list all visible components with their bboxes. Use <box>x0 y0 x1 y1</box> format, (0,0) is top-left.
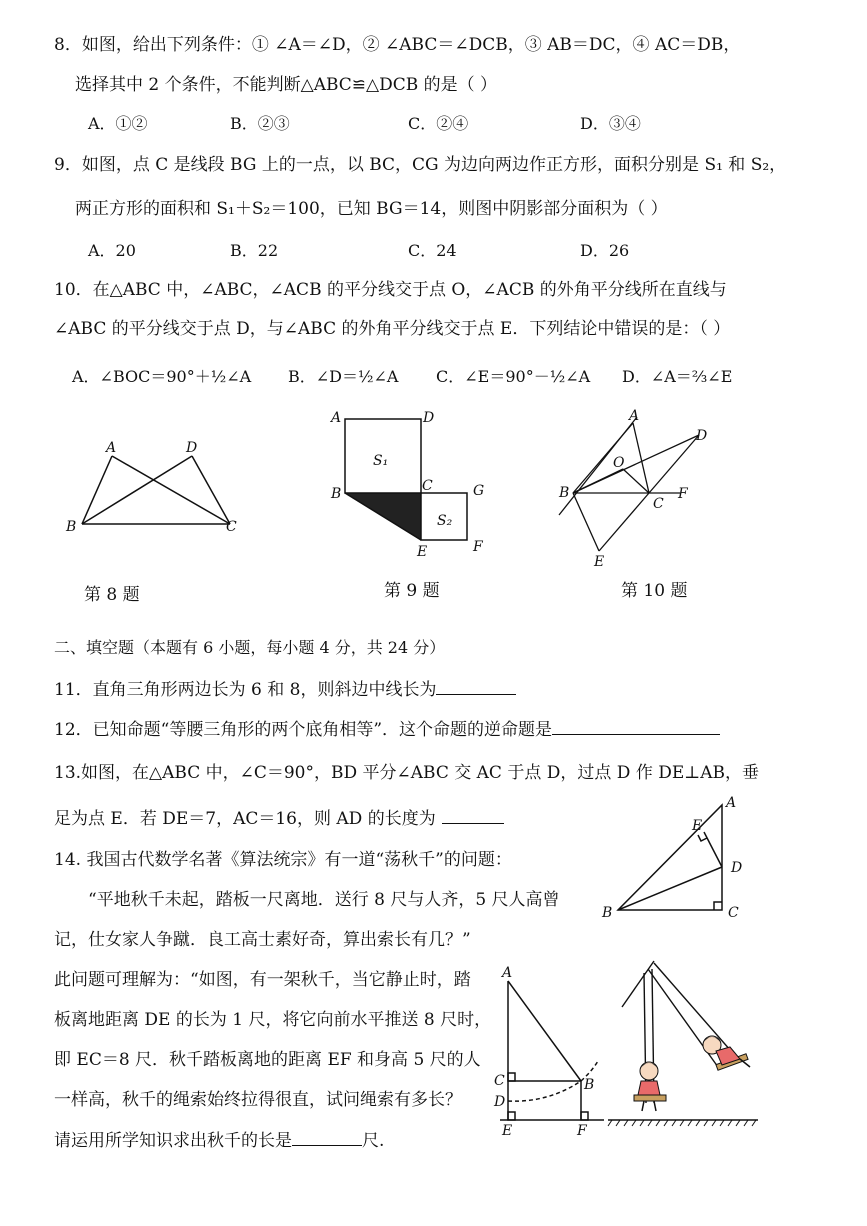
q8-line1: 8．如图，给出下列条件：① ∠A＝∠D，② ∠ABC＝∠DCB，③ AB＝DC，④ AC＝DB， <box>54 35 741 55</box>
q8-option-b: B．②③ <box>230 114 290 133</box>
fig13-label-d: D <box>731 860 743 876</box>
fig9-label-e: E <box>417 544 428 560</box>
q13-line2: 足为点 E．若 DE＝7，AC＝16，则 AD 的长度为 <box>54 809 436 829</box>
fig13-label-c: C <box>728 905 739 921</box>
q14-line5: 板离地距离 DE 的长为 1 尺，将它向前水平推送 8 尺时， <box>54 1010 492 1030</box>
fig9-label-b: B <box>331 486 342 502</box>
swing-illustration <box>608 955 766 1130</box>
fig14-label-b: B <box>584 1077 595 1093</box>
fig9-label-c: C <box>422 478 433 494</box>
fig9-label-f: F <box>473 539 483 555</box>
fig8-label-a: A <box>106 440 117 456</box>
q14-line7: 一样高，秋千的绳索始终拉得很直，试问绳索有多长？ <box>54 1090 462 1110</box>
q10-line1: 10．在△ABC 中，∠ABC，∠ACB 的平分线交于点 O，∠ACB 的外角平分线所在直线与 <box>54 280 727 300</box>
q9-line1: 9．如图，点 C 是线段 BG 上的一点，以 BC，CG 为边向两边作正方形，面积分别是 S₁ 和 S₂， <box>54 155 787 175</box>
q14-line2: “平地秋千未起，踏板一尺离地．送行 8 尺与人齐，5 尺人高曾 <box>88 890 560 910</box>
fig9-caption: 第 9 题 <box>384 581 440 601</box>
q9-option-b: B．22 <box>230 241 279 260</box>
q14-line8a: 请运用所学知识求出秋千的长是 <box>54 1131 292 1151</box>
q8-option-c: C．②④ <box>408 114 469 133</box>
q8-line2: 选择其中 2 个条件，不能判断△ABC≌△DCB 的是（ ） <box>75 75 498 95</box>
fig9-label-a: A <box>331 410 342 426</box>
girl-figure-still <box>634 1062 666 1111</box>
figure-8 <box>60 440 260 550</box>
q9-option-c: C．24 <box>408 241 457 260</box>
q14-answer-blank[interactable] <box>292 1129 362 1146</box>
fig14-label-d: D <box>494 1094 506 1110</box>
q13-line1: 13.如图，在△ABC 中，∠C＝90°，BD 平分∠ABC 交 AC 于点 D，过点 D 作 DE⊥AB，垂 <box>54 763 760 783</box>
fig10-label-f: F <box>678 486 688 502</box>
fig9-label-s2: S₂ <box>437 513 453 529</box>
q11-row <box>54 678 516 701</box>
q14-line4: 此问题可理解为：“如图，有一架秋千，当它静止时，踏 <box>54 970 471 990</box>
fig14-label-f: F <box>577 1123 587 1139</box>
q10-line2: ∠ABC 的平分线交于点 D，与∠ABC 的外角平分线交于点 E．下列结论中错误的是：（ ） <box>54 319 731 339</box>
q11-answer-blank[interactable] <box>436 678 516 695</box>
fig13-label-a: A <box>726 795 737 811</box>
q14-line1: 14. 我国古代数学名著《算法统宗》有一道“荡秋千”的问题： <box>54 850 512 870</box>
q14-line6: 即 EC＝8 尺．秋千踏板离地的距离 EF 和身高 5 尺的人 <box>54 1050 481 1070</box>
q9-option-d: D．26 <box>580 241 630 260</box>
q12-answer-blank[interactable] <box>552 718 720 735</box>
fig14-label-e: E <box>502 1123 513 1139</box>
fig13-label-e: E <box>692 818 703 834</box>
figure-10 <box>545 405 735 575</box>
fig14-label-a: A <box>502 965 513 981</box>
q13-row2 <box>54 807 504 830</box>
q13-answer-blank[interactable] <box>442 807 504 824</box>
fig10-label-c: C <box>653 496 664 512</box>
section2-title: 二、填空题（本题有 6 小题，每小题 4 分，共 24 分） <box>54 638 446 657</box>
fig10-label-e: E <box>594 554 605 570</box>
q14-row8 <box>54 1129 384 1152</box>
fig8-label-b: B <box>66 519 77 535</box>
q10-option-c: C．∠E＝90°－½∠A <box>436 367 591 386</box>
q9-option-a: A．20 <box>88 241 136 260</box>
figure-9 <box>325 405 505 565</box>
q12-row <box>54 718 720 741</box>
q8-option-a: A．①② <box>88 114 148 133</box>
figure-13 <box>600 795 760 925</box>
fig8-label-d: D <box>186 440 198 456</box>
fig10-label-o: O <box>613 455 625 471</box>
q8-option-d: D．③④ <box>580 114 641 133</box>
q14-line3: 记，仕女家人争蹴．良工高士素好奇，算出索长有几？” <box>54 930 471 950</box>
fig10-label-d: D <box>696 428 708 444</box>
q10-option-d: D．∠A＝⅔∠E <box>622 367 733 386</box>
q10-option-b: B．∠D＝½∠A <box>288 367 399 386</box>
q12-text: 12．已知命题“等腰三角形的两个底角相等”．这个命题的逆命题是 <box>54 720 553 740</box>
fig10-label-b: B <box>559 485 570 501</box>
q11-text: 11．直角三角形两边长为 6 和 8，则斜边中线长为 <box>54 680 437 700</box>
fig14-label-c: C <box>494 1073 505 1089</box>
figure-14-geometry <box>488 965 608 1140</box>
q10-option-a: A．∠BOC＝90°＋½∠A <box>72 367 252 386</box>
fig10-label-a: A <box>629 408 640 424</box>
fig9-label-s1: S₁ <box>373 453 389 469</box>
fig8-caption: 第 8 题 <box>84 585 140 605</box>
girl-figure-swinging <box>703 1036 750 1070</box>
fig8-label-c: C <box>226 519 237 535</box>
q14-line8b: 尺. <box>362 1131 385 1151</box>
q9-line2: 两正方形的面积和 S₁＋S₂＝100，已知 BG＝14，则图中阴影部分面积为（ ） <box>75 199 668 219</box>
fig13-label-b: B <box>602 905 613 921</box>
fig10-caption: 第 10 题 <box>621 581 688 601</box>
fig9-label-g: G <box>473 483 485 499</box>
fig9-label-d: D <box>423 410 435 426</box>
